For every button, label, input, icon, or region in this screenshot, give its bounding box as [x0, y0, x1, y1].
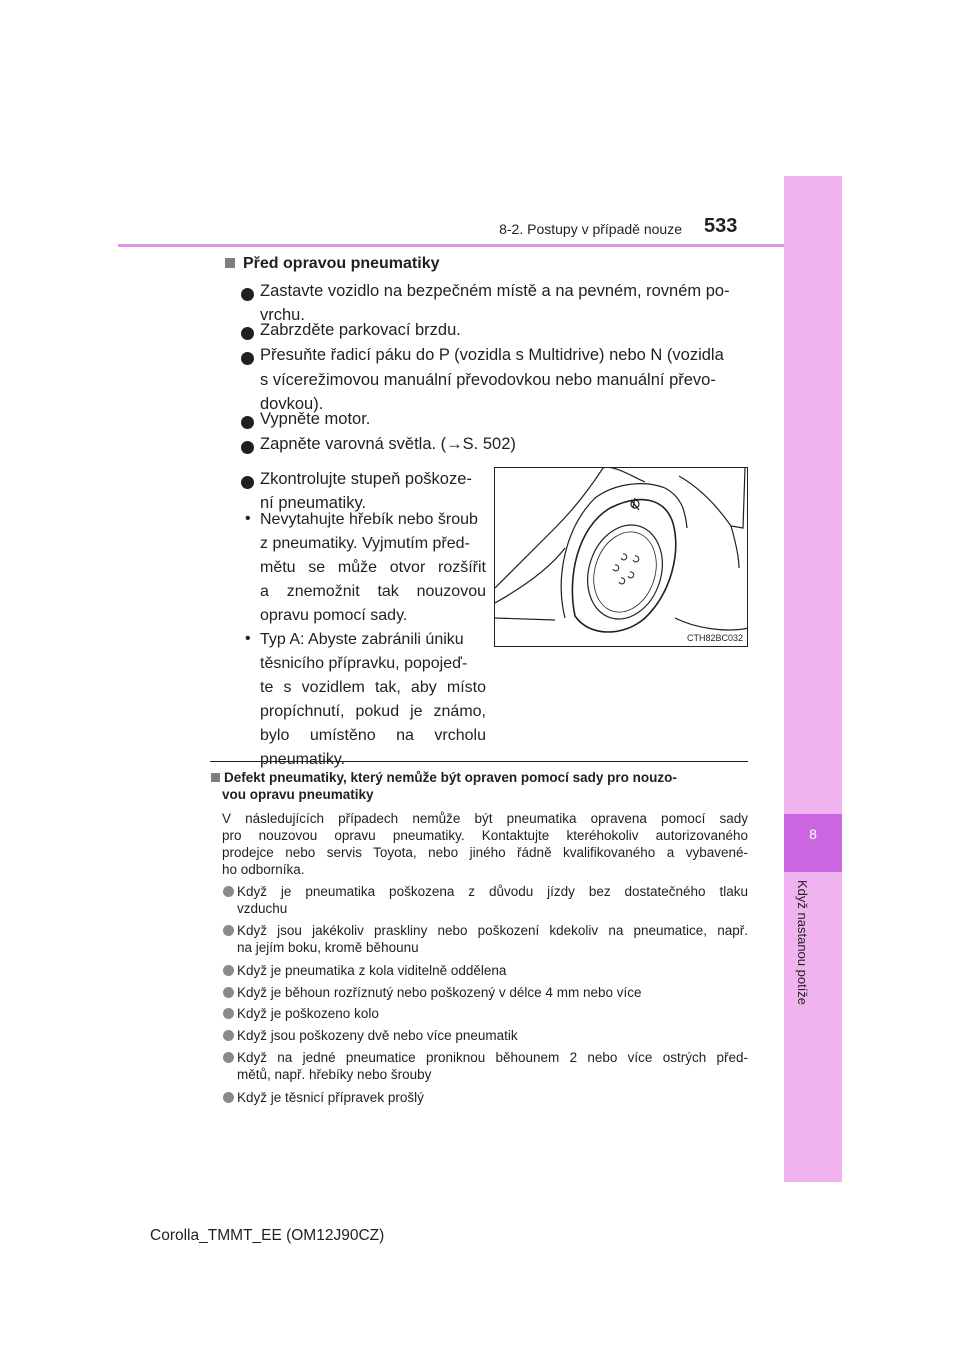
note-item-line: na jejím boku, kromě běhounu: [237, 940, 419, 955]
heading-text: Před opravou pneumatiky: [243, 255, 440, 272]
tire-illustration: [494, 467, 748, 647]
bullet-text: Zkontrolujte stupeň poškoze-: [260, 470, 472, 488]
section-title: 8-2. Postupy v případě nouze: [499, 221, 682, 237]
note-item-line: Když na jedné pneumatice proniknou běhounem 2 nebo více ostrých před-: [237, 1050, 748, 1065]
header-rule: [118, 244, 784, 247]
sub-item-line: mětu se může otvor rozšířit: [260, 559, 486, 576]
sub-item-line: z pneumatiky. Vyjmutím před-: [260, 535, 470, 552]
bullet-icon: [241, 352, 254, 365]
bullet-text: vrchu.: [260, 306, 305, 324]
note-paragraph-line: ho odborníka.: [222, 862, 305, 877]
note-item-line: Když je pneumatika poškozena z důvodu jízdy bez dostatečného tlaku: [237, 884, 748, 899]
sub-item-line: Nevytahujte hřebík nebo šroub: [260, 511, 478, 528]
bullet-text: ní pneumatiky.: [260, 494, 367, 512]
bullet-text: Přesuňte řadicí páku do P (vozidla s Multidrive) nebo N (vozidla: [260, 346, 724, 364]
sub-item-line: Typ A: Abyste zabránili úniku: [260, 631, 464, 648]
note-paragraph-line: pro nouzovou opravu pneumatiky. Kontaktujte kteréhokoliv autorizovaného: [222, 828, 748, 843]
note-paragraph-line: prodejce nebo servis Toyota, nebo jiného řádně kvalifikovaného a vybavené-: [222, 845, 748, 860]
note-square-icon: [211, 773, 220, 782]
bullet-text: s vícerežimovou manuální převodovkou nebo manuální převo-: [260, 371, 716, 389]
note-paragraph-line: V následujících případech nemůže být pneumatika opravena pomocí sady: [222, 811, 748, 826]
footer-document-id: Corolla_TMMT_EE (OM12J90CZ): [150, 1227, 385, 1244]
note-bullet-icon: [223, 965, 234, 976]
sub-item-line: propíchnutí, pokud je známo,: [260, 703, 486, 720]
note-bullet-icon: [223, 1008, 234, 1019]
note-bullet-icon: [223, 886, 234, 897]
sub-item-line: bylo umístěno na vrcholu: [260, 727, 486, 744]
sub-bullet-icon: •: [245, 630, 251, 647]
note-item-line: Když je pneumatika z kola viditelně oddělena: [237, 963, 507, 978]
bullet-text: Zabrzděte parkovací brzdu.: [260, 321, 461, 339]
figure-code: CTH82BC032: [686, 633, 743, 643]
note-item-line: Když je těsnicí přípravek prošlý: [237, 1090, 424, 1105]
sub-bullet-icon: •: [245, 510, 251, 527]
note-heading-line: vou opravu pneumatiky: [222, 787, 374, 802]
tire-drawing: [495, 468, 748, 647]
chapter-label-text: Když nastanou potíže: [795, 880, 810, 1006]
bullet-text: dovkou).: [260, 395, 324, 413]
sub-item-line: těsnicího přípravku, popojeď-: [260, 655, 468, 672]
bullet-icon: [241, 441, 254, 454]
bullet-icon: [241, 416, 254, 429]
chapter-number: 8: [809, 826, 817, 842]
note-item-line: Když jsou jakékoliv praskliny nebo poškození kdekoliv na pneumatice, např.: [237, 923, 748, 938]
sub-item-line: pneumatiky.: [260, 751, 346, 768]
note-bullet-icon: [223, 925, 234, 936]
section-heading: [225, 255, 440, 273]
sub-item-line: te s vozidlem tak, aby místo: [260, 679, 486, 696]
note-bullet-icon: [223, 1092, 234, 1103]
bullet-icon: [241, 327, 254, 340]
note-item-line: Když je běhoun rozříznutý nebo poškozený v délce 4 mm nebo více: [237, 985, 642, 1000]
note-bullet-icon: [223, 1030, 234, 1041]
note-bullet-icon: [223, 1052, 234, 1063]
note-item-line: Když je poškozeno kolo: [237, 1006, 379, 1021]
chapter-label: [790, 880, 838, 1080]
chapter-tab-active[interactable]: [784, 814, 842, 872]
bullet-icon: [241, 288, 254, 301]
note-item-line: vzduchu: [237, 901, 288, 916]
note-item-line: Když jsou poškozeny dvě nebo více pneumatik: [237, 1028, 518, 1043]
bullet-text: Vypněte motor.: [260, 410, 371, 428]
sub-item-line: a znemožnit tak nouzovou: [260, 583, 486, 600]
bullet-text: Zapněte varovná světla. (→S. 502): [260, 435, 516, 453]
sub-item-line: opravu pomocí sady.: [260, 607, 408, 624]
heading-square-icon: [225, 258, 235, 268]
page-number: 533: [704, 215, 738, 237]
note-bullet-icon: [223, 987, 234, 998]
note-heading-text: Defekt pneumatiky, který nemůže být opraven pomocí sady pro nouzo-: [224, 770, 677, 785]
note-item-line: mětů, např. hřebíky nebo šrouby: [237, 1067, 432, 1082]
bullet-text: Zastavte vozidlo na bezpečném místě a na pevném, rovném po-: [260, 282, 730, 300]
bullet-icon: [241, 476, 254, 489]
